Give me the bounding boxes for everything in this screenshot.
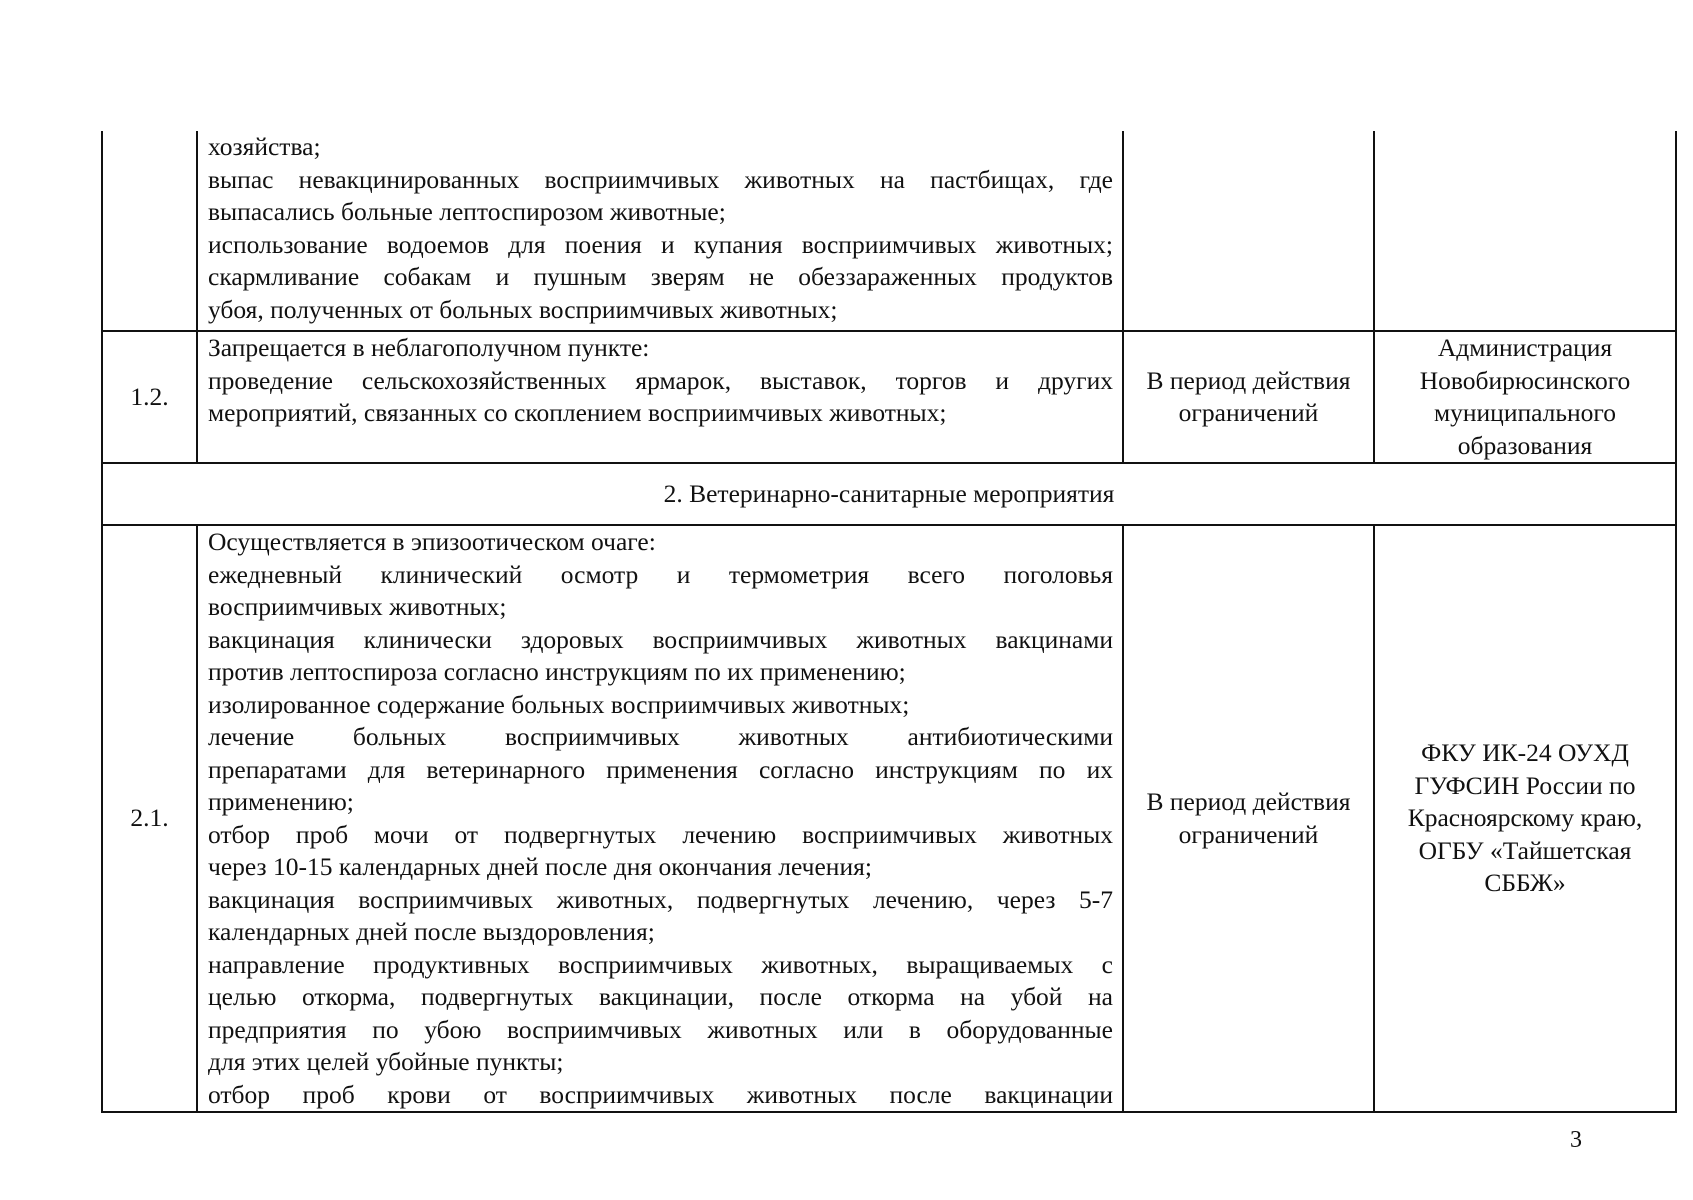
text-line: применению; — [208, 787, 354, 816]
period-cell — [1123, 131, 1374, 331]
text-line: для этих целей убойные пункты; — [208, 1047, 564, 1076]
period-line: В период действия — [1146, 365, 1351, 395]
responsible-cell — [1374, 525, 1676, 1112]
text-line: препаратами для ветеринарного применения согласно инструкциям по их — [208, 754, 1113, 784]
text-line: направление продуктивных восприимчивых животных, выращиваемых с — [208, 949, 1113, 979]
text-line: лечение больных восприимчивых животных антибиотическими — [208, 722, 1113, 751]
text-line: предприятия по убою восприимчивых животных или в оборудованные — [208, 1014, 1113, 1044]
text-line: скармливание собакам и пушным зверям не обеззараженных продуктов — [208, 262, 1113, 291]
responsible-line: ОГБУ «Тайшетская — [1418, 835, 1632, 865]
period-cell — [1123, 331, 1374, 463]
text-line: против лептоспироза согласно инструкциям по их применению; — [208, 657, 906, 686]
responsible-line: ГУФСИН России по — [1414, 770, 1636, 800]
text-line: вакцинация клинически здоровых восприимчивых животных вакцинами — [208, 624, 1113, 654]
measure-text-cell — [197, 525, 1123, 1112]
text-line: восприимчивых животных; — [208, 592, 507, 621]
text-line: ежедневный клинический осмотр и термометрия всего поголовья — [208, 559, 1113, 589]
row-number: 1.2. — [102, 331, 197, 463]
period-line: ограничений — [1178, 398, 1319, 427]
text-line: убоя, полученных от больных восприимчивых животных; — [208, 294, 838, 324]
responsible-line: СББЖ» — [1484, 868, 1566, 898]
responsible-line: Новобирюсинского — [1419, 365, 1631, 395]
text-line: отбор проб крови от восприимчивых животных после вакцинации — [208, 1079, 1113, 1109]
text-line: хозяйства; — [208, 132, 321, 161]
section-header-row — [102, 463, 1676, 525]
text-line: через 10-15 календарных дней после дня окончания лечения; — [208, 852, 872, 881]
row-number: 2.1. — [102, 525, 197, 1112]
responsible-line: муниципального — [1434, 398, 1616, 427]
responsible-line: Администрация — [1437, 333, 1613, 362]
text-line: выпасались больные лептоспирозом животные; — [208, 197, 726, 226]
period-cell — [1123, 525, 1374, 1112]
text-line: Осуществляется в эпизоотическом очаге: — [208, 527, 656, 556]
text-line: календарных дней после выздоровления; — [208, 917, 655, 946]
responsible-line: ФКУ ИК-24 ОУХД — [1421, 738, 1629, 768]
responsible-line: Красноярскому краю, — [1407, 803, 1643, 833]
text-line: отбор проб мочи от подвергнутых лечению восприимчивых животных — [208, 819, 1113, 849]
page-number: 3 — [1570, 1127, 1582, 1153]
table-row-1-2 — [102, 331, 1676, 463]
measures-table — [101, 131, 1677, 1113]
text-line: выпас невакцинированных восприимчивых животных на пастбищах, где — [208, 164, 1113, 194]
text-line: изолированное содержание больных восприимчивых животных; — [208, 689, 910, 719]
text-line: мероприятий, связанных со скоплением восприимчивых животных; — [208, 398, 947, 427]
responsible-cell — [1374, 331, 1676, 463]
text-line: целью откорма, подвергнутых вакцинации, после откорма на убой на — [208, 982, 1113, 1011]
row-number-cell — [102, 131, 197, 331]
text-line: проведение сельскохозяйственных ярмарок, выставок, торгов и других — [208, 365, 1113, 395]
text-line: Запрещается в неблагополучном пункте: — [208, 333, 650, 362]
measure-text-cell — [197, 331, 1123, 463]
text-line: вакцинация восприимчивых животных, подвергнутых лечению, через 5-7 — [208, 884, 1113, 914]
table-row-continuation — [102, 131, 1676, 331]
measure-text-cell — [197, 131, 1123, 331]
section-title: 2. Ветеринарно-санитарные мероприятия — [102, 463, 1676, 525]
period-line: ограничений — [1178, 819, 1319, 849]
period-line: В период действия — [1146, 787, 1351, 816]
table-row-2-1 — [102, 525, 1676, 1112]
text-line: использование водоемов для поения и купания восприимчивых животных; — [208, 229, 1113, 259]
responsible-cell — [1374, 131, 1676, 331]
responsible-line: образования — [1457, 430, 1593, 460]
